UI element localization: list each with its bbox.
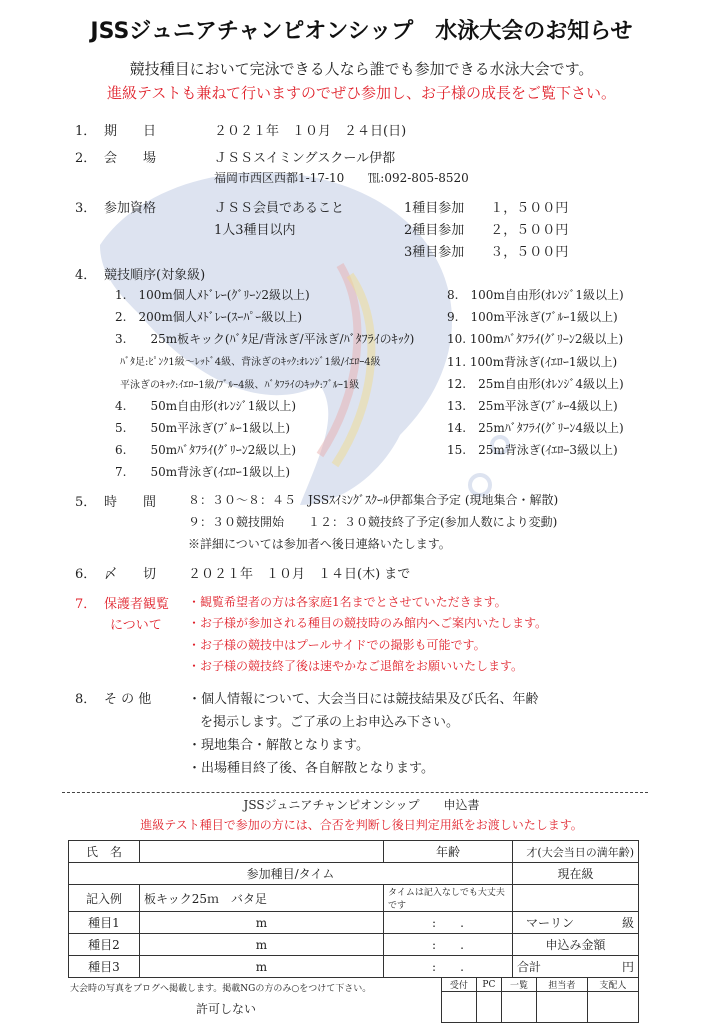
s4-right-11: 11. 100m背泳ぎ(ｲｴﾛｰ1級以上) [447,355,618,369]
unit-m: m [255,915,268,930]
stamp-pc: PC [476,978,501,992]
s6-value: ２０２１年 １０月 １４日(木) まで [188,567,411,582]
s4-right-9: 9. 100m平泳ぎ(ﾌﾞﾙｰ1級以上) [447,310,618,324]
s3-line2: 1人3種目以内 [214,223,296,238]
s8-item-1: ・個人情報について、大会当日には競技結果及び氏名、年齢 [188,692,539,707]
time-dot: . [460,916,464,930]
event-row-3-field[interactable] [140,956,384,978]
s4-right-13: 13. 25m平泳ぎ(ﾌﾞﾙｰ4級以上) [447,399,618,413]
time-row-1[interactable] [384,912,513,934]
form-title: JSSジュニアチャンピオンシップ 申込書 [243,798,480,812]
stamp-shihainin: 支配人 [587,978,638,992]
yen-label: 円 [621,960,634,974]
time-row-2[interactable] [384,934,513,956]
stamp-tantou: 担当者 [536,978,587,992]
s8-num: 8． [75,692,97,707]
s6-num: 6． [75,567,97,582]
stamp-box[interactable] [442,992,477,1023]
s3-fee-3: 3種目参加 ３，５００円 [404,245,569,260]
s4-left-3: 3. 25m板キック(ﾊﾞﾀ足/背泳ぎ/平泳ぎ/ﾊﾞﾀﾌﾗｲのｷｯｸ) [115,332,415,346]
unit-m: m [255,959,268,974]
example-label: 記入例 [69,885,140,912]
fee-label: 申込み金額 [513,934,639,956]
s7-num: 7． [75,597,97,612]
example-value: 板キック25ｍ バタ足 [140,885,384,912]
event-row-3-label: 種目3 [69,956,140,978]
application-form [68,840,639,978]
s3-label: 参加資格 [104,201,157,216]
s4-left-7: 7. 50m背泳ぎ(ｲｴﾛｰ1級以上) [115,465,291,479]
s4-right-14: 14. 25mﾊﾞﾀﾌﾗｲ(ｸﾞﾘｰﾝ4級以上) [447,421,624,435]
s4-num: 4． [75,268,97,283]
name-label: 氏 名 [69,841,140,863]
s7-item-4: ・お子様の競技終了後は速やかなご退館をお願いいたします。 [188,659,524,673]
example-note: タイムは記入なしでも大丈夫です [384,885,513,912]
level-header: 現在級 [513,863,639,885]
time-colon: : [432,916,437,930]
stamp-ichiran: 一覧 [502,978,537,992]
name-field[interactable] [140,841,384,863]
time-dot: . [460,938,464,952]
total-field[interactable] [513,956,639,978]
page-title: JSSジュニアチャンピオンシップ 水泳大会のお知らせ [90,19,633,44]
s4-label: 競技順序(対象級) [104,268,206,283]
event-row-2-field[interactable] [140,934,384,956]
stamp-box[interactable] [587,992,638,1023]
s5-label: 時 間 [104,495,157,510]
s3-fee-1: 1種目参加 １，５００円 [404,201,569,216]
age-label: 年齢 [384,841,513,863]
s7-item-2: ・お子様が参加される種目の競技時のみ館内へご案内いたします。 [188,616,548,630]
event-row-2-label: 種目2 [69,934,140,956]
marlin-label: マーリン [525,916,574,930]
s8-item-3: ・出場種目終了後、各自解散となります。 [188,761,434,776]
s7-item-3: ・お子様の競技中はプールサイドでの撮影も可能です。 [188,638,486,652]
s3-num: 3． [75,201,97,216]
s4-left-4: 4. 50m自由形(ｵﾚﾝｼﾞ1級以上) [115,399,297,413]
age-unit: 才(大会当日の満年齢) [526,845,634,859]
level-field[interactable] [513,912,639,934]
s5-line3: ※詳細については参加者へ後日連絡いたします。 [188,537,451,551]
s2-address: 福岡市西区西都1-17-10 ℡:092-805-8520 [214,171,469,185]
example-level [513,885,639,912]
s1-value: ２０２１年 １０月 ２４日(日) [214,124,407,139]
s8-item-2: ・現地集合・解散となります。 [188,738,369,753]
s4-right-15: 15. 25m背泳ぎ(ｲｴﾛｰ3級以上) [447,443,618,457]
subtitle-red: 進級テストも兼ねて行いますのでぜひ参加し、お子様の成長をご覧下さい。 [106,84,617,102]
s3-line1: ＪＳＳ会員であること [214,201,345,216]
s4-left-6: 6. 50mﾊﾞﾀﾌﾗｲ(ｸﾞﾘｰﾝ2級以上) [115,443,297,457]
subtitle: 競技種目において完泳できる人なら誰でも参加できる水泳大会です。 [129,60,594,78]
event-header: 参加種目/タイム [69,863,513,885]
stamp-box[interactable] [536,992,587,1023]
kyu-label: 級 [621,916,634,930]
s4-left-note2: 平泳ぎのｷｯｸ:ｲｴﾛｰ1級/ﾌﾞﾙｰ4級、ﾊﾞﾀﾌﾗｲのｷｯｸ:ﾌﾞﾙｰ1級 [120,380,360,391]
time-row-3[interactable] [384,956,513,978]
office-stamp-table [441,977,639,1023]
s1-num: 1． [75,124,97,139]
s8-label: そ の 他 [104,692,152,707]
event-row-1-field[interactable] [140,912,384,934]
unit-m: m [255,937,268,952]
time-dot: . [460,960,464,974]
s3-fee-2: 2種目参加 ２，５００円 [404,223,569,238]
s7-label: 保護者観覧 [104,597,170,612]
age-field[interactable] [513,841,639,863]
s7-item-1: ・観覧希望者の方は各家庭1名までとさせていただきます。 [188,595,507,609]
s7-label2: について [110,618,162,633]
s4-left-1: 1. 100m個人ﾒﾄﾞﾚｰ(ｸﾞﾘｰﾝ2級以上) [115,288,310,302]
s4-right-12: 12. 25m自由形(ｵﾚﾝｼﾞ4級以上) [447,377,624,391]
time-colon: : [432,938,437,952]
total-label: 合計 [517,960,542,974]
s1-label: 期 日 [104,124,157,139]
stamp-box[interactable] [476,992,501,1023]
s4-right-10: 10. 100mﾊﾞﾀﾌﾗｲ(ｸﾞﾘｰﾝ2級以上) [447,332,624,346]
s4-left-note1: ﾊﾞﾀ足:ﾋﾟﾝｸ1級～ﾚｯﾄﾞ4級、背泳ぎのｷｯｸ:ｵﾚﾝｼﾞ1級/ｲｴﾛｰ4級 [120,357,381,368]
stamp-box[interactable] [502,992,537,1023]
s4-right-8: 8. 100m自由形(ｵﾚﾝｼﾞ1級以上) [447,288,624,302]
event-row-1-label: 種目1 [69,912,140,934]
s2-label: 会 場 [104,151,157,166]
s8-item-1b: を掲示します。ご了承の上お申込み下さい。 [200,715,459,730]
cut-line [62,792,648,793]
s6-label: 〆 切 [104,567,157,582]
no-permit-option[interactable]: 許可しない [196,1002,257,1016]
s5-line2: ９：３０競技開始 １２：３０競技終了予定(参加人数により変動) [188,515,558,529]
time-colon: : [432,960,437,974]
s2-num: 2． [75,151,97,166]
form-note: 進級テスト種目で参加の方には、合否を判断し後日判定用紙をお渡しいたします。 [140,818,583,832]
s2-value: ＪＳＳスイミングスクール伊都 [214,151,396,166]
photo-note: 大会時の写真をブログへ掲載します。掲載NGの方のみ○をつけて下さい。 [70,984,372,994]
s5-num: 5． [75,495,97,510]
s4-left-5: 5. 50m平泳ぎ(ﾌﾞﾙｰ1級以上) [115,421,291,435]
s5-line1: ８：３０～８：４５ JSSｽｲﾐﾝｸﾞｽｸｰﾙ伊都集合予定 (現地集合・解散) [188,493,559,507]
stamp-uketsuke: 受付 [442,978,477,992]
s4-left-2: 2. 200m個人ﾒﾄﾞﾚｰ(ｽｰﾊﾟｰ級以上) [115,310,303,324]
